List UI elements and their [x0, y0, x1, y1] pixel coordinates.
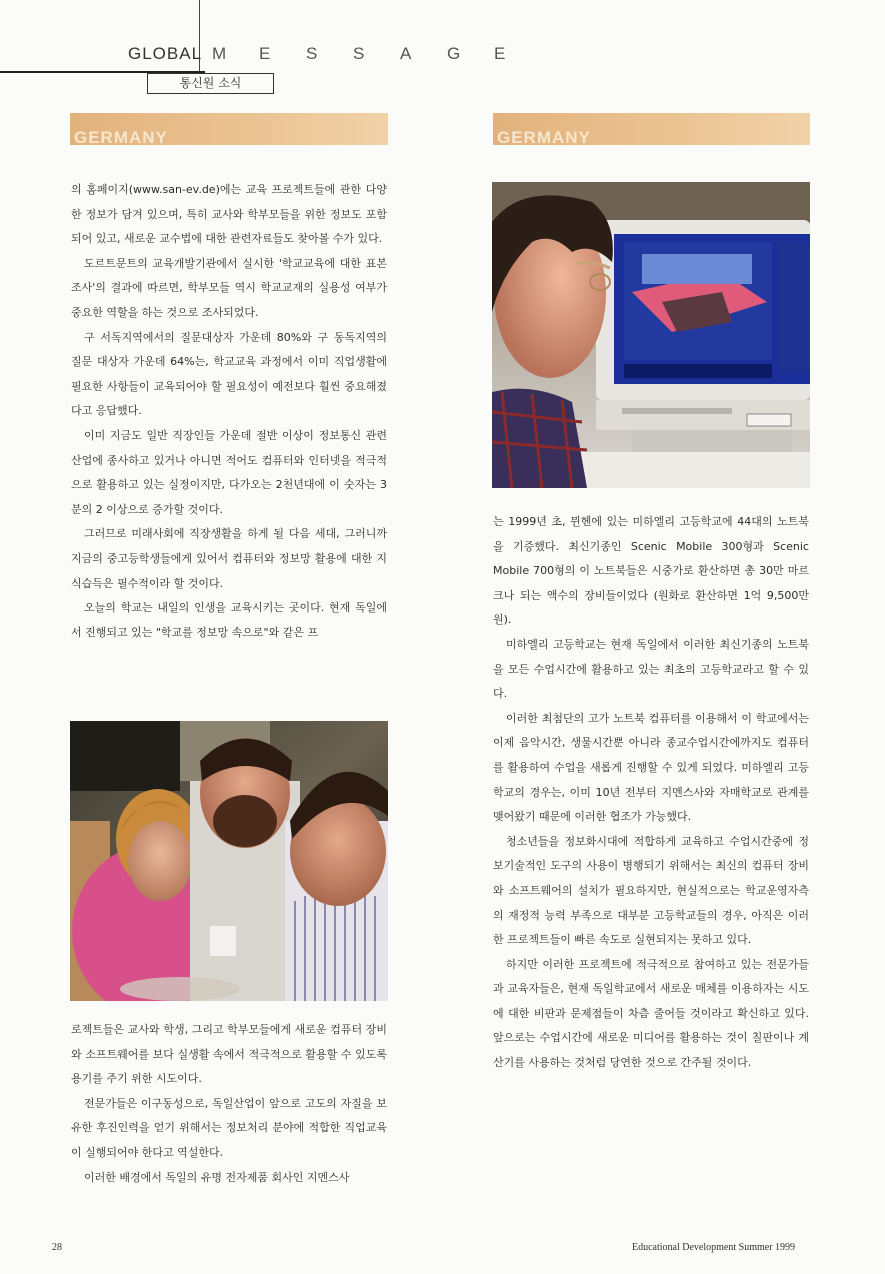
paragraph: 청소년들을 정보화시대에 적합하게 교육하고 수업시간중에 정보기술적인 도구의 사용이 병행되기 위해서는 최신의 컴퓨터 장비와 소프트웨어의 설치가 필요하지만, 현실적으로는 학교운영자측의 재정적 능력 부족으로 대부분 고등학교들의 경우, 아직은 이러한 프로젝트들이 빠른 속도로 실현되지는 못하고 있다. [493, 834, 809, 947]
left-column-bottom-text [71, 1018, 387, 1190]
header-message [212, 44, 541, 64]
photo-man-at-monitor [492, 182, 810, 488]
paragraph: 로젝트들은 교사와 학생, 그리고 학부모들에게 새로운 컴퓨터 장비와 소프트웨어를 보다 실생활 속에서 적극적으로 활용할 수 있도록 용기를 주기 위한 시도이다. [71, 1023, 387, 1086]
header-message-letter: E [259, 44, 271, 63]
paragraph: 하지만 이러한 프로젝트에 적극적으로 참여하고 있는 전문가들과 교육자들은, 현재 독일학교에서 새로운 매체를 이용하자는 시도에 대한 비판과 문제점들이 차츰 줄어들 것이라고 확신하고 있다. 앞으로는 수업시간에 새로운 미디어를 활용하는 것이 칠판이나 계산기를 사용하는 것처럼 당연한 것으로 간주될 것이다. [493, 957, 809, 1070]
paragraph: 는 1999년 초, 뮌헨에 있는 미하엘리 고등학교에 44대의 노트북을 기증했다. 최신기종인 Scenic Mobile 300형과 Scenic Mobile 700형의 이 노트북들은 시중가로 환산하면 총 30만 마르크나 되는 액수의 장비들이었다 (원화로 환산하면 1억 9,500만원). [493, 515, 809, 627]
paragraph: 오늘의 학교는 내일의 인생을 교육시키는 곳이다. 현재 독일에서 진행되고 있는 "학교를 정보망 속으로"와 같은 프 [71, 601, 387, 639]
header-message-letter: E [494, 44, 506, 63]
paragraph: 미하엘리 고등학교는 현재 독일에서 이러한 최신기종의 노트북을 모든 수업시간에 활용하고 있는 최초의 고등학교라고 할 수 있다. [493, 637, 809, 701]
paragraph: 이미 지금도 일반 직장인들 가운데 절반 이상이 정보통신 관련산업에 종사하고 있거나 아니면 적어도 컴퓨터와 인터넷을 적극적으로 활용하고 있는 실정이지만, 다가오는 2천년대에 이 숫자는 3분의 2 이상으로 증가할 것이다. [71, 428, 387, 516]
paragraph: 이러한 배경에서 독일의 유명 전자제품 회사인 지멘스사 [84, 1170, 350, 1184]
section-band-right [493, 113, 810, 145]
header-message-letter: A [400, 44, 412, 63]
paragraph: 이러한 최첨단의 고가 노트북 컴퓨터를 이용해서 이 학교에서는 이제 음악시간, 생물시간뿐 아니라 종교수업시간에까지도 컴퓨터를 활용하여 수업을 새롭게 진행할 수 있게 되었다. 미하엘리 고등학교의 경우는, 이미 10년 전부터 지멘스사와 자매학교로 관계를 맺어왔기 때문에 이러한 협조가 가능했다. [493, 711, 809, 824]
paragraph: 그러므로 미래사회에 직장생활을 하게 될 다음 세대, 그러니까 지금의 중고등학생들에게 있어서 컴퓨터와 정보망 활용에 대한 지식습득은 필수적이라 할 것이다. [71, 527, 387, 590]
paragraph: 도르트문트의 교육개발기관에서 실시한 '학교교육에 대한 표본조사'의 결과에 따르면, 학부모들 역시 학교교재의 실용성 여부가 중요한 역할을 하는 것으로 조사되었다. [71, 256, 387, 319]
header-message-letter: G [447, 44, 461, 63]
paragraph: 전문가들은 이구동성으로, 독일산업이 앞으로 고도의 자질을 보유한 후진인력을 얻기 위해서는 정보처리 분야에 적합한 직업교육이 실행되어야 한다고 역설한다. [71, 1096, 387, 1159]
section-label: 통신원 소식 [147, 73, 274, 94]
header-message-letter: S [353, 44, 365, 63]
band-title-right: GERMANY [497, 128, 591, 147]
header-message-letter: S [306, 44, 318, 63]
header-message-letter: M [212, 44, 227, 63]
page-number: 28 [52, 1242, 62, 1253]
left-column-top-text [71, 178, 387, 645]
journal-footer: Educational Development Summer 1999 [632, 1242, 796, 1253]
right-column-text [493, 510, 809, 1076]
band-title-left: GERMANY [74, 128, 168, 147]
section-band-left [70, 113, 388, 145]
photo-students-teacher [70, 721, 388, 1001]
paragraph: 의 홈페이지(www.san-ev.de)에는 교육 프로젝트들에 관한 다양한 정보가 담겨 있으며, 특히 교사와 학부모들을 위한 정보도 포함되어 있고, 새로운 교수법에 대한 관련자료들도 찾아볼 수가 있다. [71, 183, 387, 246]
paragraph: 구 서독지역에서의 질문대상자 가운데 80%와 구 동독지역의 질문 대상자 가운데 64%는, 학교교육 과정에서 이미 직업생활에 필요한 사항들이 교육되어야 할 필요성이 예전보다 훨씬 중요해졌다고 응답했다. [71, 330, 387, 418]
header-global: GLOBAL [128, 44, 203, 63]
